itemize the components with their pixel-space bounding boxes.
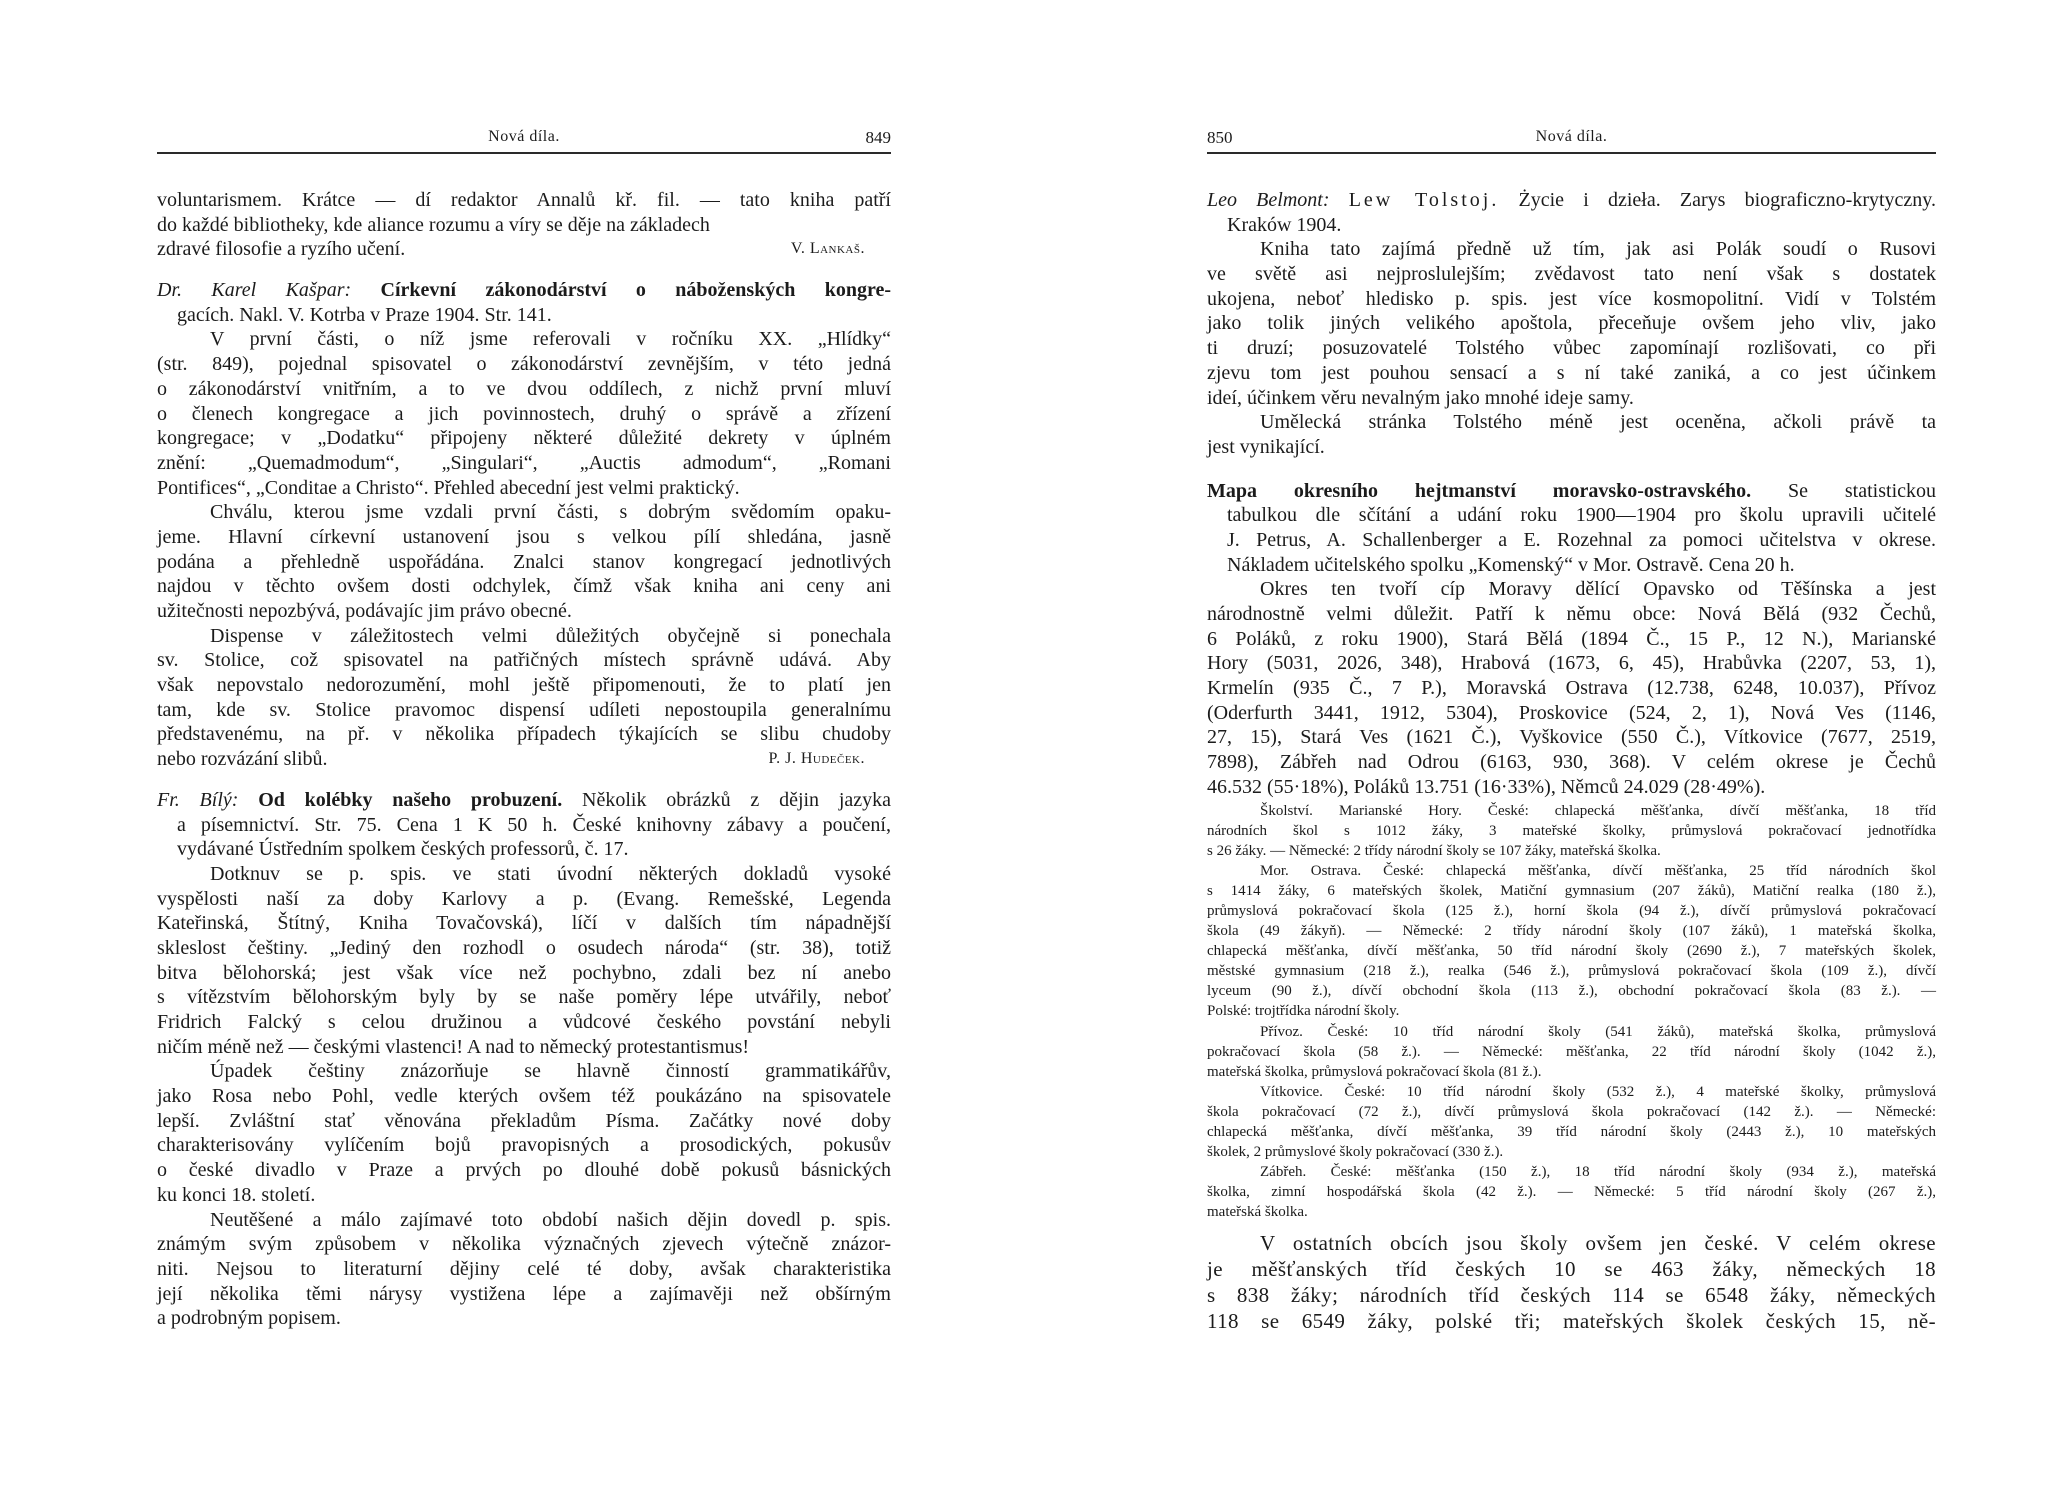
text-line: školek, 2 průmyslové školy pokračovací (330 ž.). [1207, 1144, 1504, 1161]
entry-heading-line [1207, 188, 1936, 213]
text-line: sv. Stolice, což spisovatel na patřičných místech správně udává. Aby [157, 649, 891, 672]
text-line: a podrobným popisem. [157, 1307, 341, 1330]
right-page [1207, 188, 1936, 1334]
text-line: Dotknuv se p. spis. ve stati úvodní některých dokladů vysoké [210, 862, 891, 885]
text-line: V první části, o níž jsme referovali v ročníku XX. „Hlídky“ [210, 328, 891, 351]
book-entry [1207, 479, 1936, 578]
text-line: Vítkovice. České: 10 tříd národní školy (532 ž.), 4 mateřské školky, průmyslová [1260, 1083, 1936, 1100]
page-number: 850 [1207, 128, 1233, 147]
entry-heading-line [157, 278, 891, 303]
text-line: o členech kongregace a jich povinnostech, druhý o správě a zřízení [157, 402, 891, 425]
text-line: národnostně velmi důležit. Patří k němu obce: Nová Bělá (932 Čechů, [1207, 603, 1936, 625]
text-line: Kniha tato zajímá předně už tím, jak asi Polák soudí o Rusovi [1260, 238, 1936, 261]
entry-subtitle: Několik obrázků z dějin jazyka [582, 788, 892, 811]
entry-details: Nákladem učitelského spolku „Komenský“ v Mor. Ostravě. Cena 20 h. [1227, 553, 1795, 576]
entry-details: gacích. Nakl. V. Kotrba v Praze 1904. Str. 141. [177, 303, 552, 326]
text-line: jako tolik jiných velikého apoštola, přeceňuje ovšem jeho vliv, jako [1207, 312, 1936, 335]
text-line-with-signature [157, 237, 891, 262]
text-line: 7898), Zábřeh nad Odrou (6163, 930, 368). V celém okrese je Čechů [1207, 751, 1936, 774]
text-line: niti. Nejsou to literaturní dějiny celé té doby, avšak charakteristika [157, 1257, 891, 1280]
text-line: o zákonodárství vnitřním, a to ve dvou oddílech, z nichž první mluví [157, 377, 891, 400]
text-line: ukojena, neboť hledisko p. spis. jest více kosmopolitní. Vidí v Tolstém [1207, 287, 1936, 310]
text-line: nebo rozvázání slibů. [157, 748, 328, 771]
paragraph [157, 624, 891, 747]
text-line: mateřská školka, průmyslová pokračovací škola (81 ž.). [1207, 1063, 1542, 1080]
text-line: 27, 15), Stará Ves (1621 Č.), Vyškovice (550 Č.), Vítkovice (7677, 2519, [1207, 726, 1936, 749]
running-title: Nová díla. [1535, 128, 1608, 145]
text-line: její několika těmi nárysy vystižena lépe a zajímavěji než obšírným [157, 1282, 891, 1305]
text-line: Dispense v záležitostech velmi důležitých obyčejně si ponechala [210, 624, 891, 647]
text-line: ideí, účinkem věru nevalným jako mnohé ideje samy. [1207, 386, 1634, 409]
entry-details: tabulkou dle sčítání a udání roku 1900—1904 pro školu upravili učitelé [1227, 504, 1936, 527]
paragraph [157, 1208, 891, 1331]
text-line-with-signature [157, 747, 891, 772]
running-head-left [157, 126, 891, 154]
small-paragraph [1207, 1082, 1936, 1162]
text-line: tam, kde sv. Stolice pravomoc dispensí udíleti nepostoupila generalnímu [157, 698, 891, 721]
text-line: je měšťanských tříd českých 10 se 463 žáky, německých 18 [1207, 1257, 1936, 1282]
text-line: s vítězstvím bělohorským byly by se naše poměry lépe utvářily, neboť [157, 986, 891, 1009]
entry-details: a písemnictví. Str. 75. Cena 1 K 50 h. České knihovny zábavy a poučení, [177, 813, 891, 836]
entry-title: Mapa okresního hejtmanství moravsko-ostravského. [1207, 479, 1752, 502]
text-line: Krmelín (935 Č., 7 P.), Moravská Ostrava (12.738, 6248, 10.037), Přívoz [1207, 677, 1936, 700]
text-line: škola pokračovací (72 ž.), dívčí průmyslová škola pokračovací (142 ž.). — Německé: [1207, 1103, 1936, 1120]
text-line: voluntarismem. Krátce — dí redaktor Annalů kř. fil. — tato kniha patří [157, 189, 891, 211]
text-line: ti druzí; posuzovatelé Tolstého vůbec zapomínají rozlišovati, co při [1207, 337, 1936, 360]
left-page [157, 188, 891, 1331]
text-line: zjevu tom jest pouhou sensací a s ní také zaniká, a co jest účinkem [1207, 361, 1936, 384]
text-line: V ostatních obcích jsou školy ovšem jen české. V celém okrese [1260, 1231, 1936, 1256]
paragraph [157, 862, 891, 1060]
text-line: charakterisovány vylíčením bojů pravopisných a prosodických, pokusův [157, 1134, 891, 1157]
running-head-right [1207, 126, 1936, 154]
text-line: podána a přehledně uspořádána. Znalci stanov kongregací jednotlivých [157, 550, 891, 573]
text-line: vyspělosti naší za doby Karlovy a p. (Evang. Remešské, Legenda [157, 887, 891, 910]
text-line: Úpadek češtiny znázorňuje se hlavně činností grammatikářův, [210, 1060, 891, 1083]
text-line: Pontifices“, „Conditae a Christo“. Přehled abecední jest velmi praktický. [157, 476, 740, 499]
text-line: bitva bělohorská; jest však více než pochybno, zdali bez ní anebo [157, 961, 891, 984]
text-line: (str. 849), pojednal spisovatel o zákonodárství zevnějším, v této jedná [157, 353, 891, 376]
entry-details: Kraków 1904. [1227, 213, 1342, 236]
entry-author: Dr. Karel Kašpar: [157, 279, 352, 302]
text-line: skleslost češtiny. „Jediný den rozhodl o osudech národa“ (str. 38), totiž [157, 936, 891, 959]
paragraph [1207, 1231, 1936, 1334]
text-line: zdravé filosofie a ryzího učení. [157, 238, 406, 261]
text-line: o české divadlo v Praze a prvých po dlouhé době pokusů básnických [157, 1159, 891, 1182]
text-line: pokračovací škola (58 ž.). — Německé: měšťanka, 22 tříd národní školy (1042 ž.), [1207, 1043, 1936, 1060]
text-line: kongregace; v „Dodatku“ připojeny některé důležité dekrety v úplném [157, 427, 891, 450]
page-number: 849 [865, 128, 891, 147]
text-line: národních škol s 1012 žáky, 3 mateřské školky, průmyslová pokračovací jednotřídka [1207, 822, 1936, 839]
text-line: městské gymnasium (218 ž.), realka (546 ž.), průmyslová pokračovací škola (109 ž.), dívčí [1207, 963, 1936, 980]
text-line: Kateřinská, Štítný, Kniha Tovačovská), líčí v dalších tím nápadnější [157, 912, 891, 935]
text-line: Fridrich Falcký s celou družinou a vůdcové českého povstání nebyli [157, 1011, 891, 1033]
text-line: známým svým způsobem v několika význačných zjevech výtečně znázor- [157, 1233, 891, 1256]
text-line: (Oderfurth 3441, 1912, 5304), Proskovice (524, 2, 1), Nová Ves (1146, [1207, 701, 1936, 724]
text-line: ku konci 18. století. [157, 1183, 316, 1206]
entry-subtitle: Se statistickou [1788, 479, 1937, 502]
text-line: užitečnosti nepozbývá, podávajíc jim právo obecné. [157, 600, 572, 622]
text-line: Mor. Ostrava. České: chlapecká měšťanka, dívčí měšťanka, 25 tříd národních škol [1260, 862, 1936, 879]
entry-title: Lew Tolstoj. [1348, 189, 1500, 211]
text-line: do každé bibliotheky, kde aliance rozumu a víry se děje na základech [157, 213, 710, 236]
small-paragraph [1207, 801, 1936, 861]
text-line: Přívoz. České: 10 tříd národní školy (541 žáků), mateřská školka, průmyslová [1260, 1023, 1936, 1040]
entry-heading-line [1207, 479, 1936, 504]
entry-title: Církevní zákonodárství o náboženských kongre- [380, 279, 892, 302]
text-line: však nepovstalo nedorozumění, mohl ještě připomenouti, že to platí jen [157, 674, 891, 697]
entry-details: J. Petrus, A. Schallenberger a E. Rozehnal za pomoci učitelstva v okrese. [1227, 528, 1936, 551]
book-entry [157, 788, 891, 862]
text-line: Zábřeh. České: měšťanka (150 ž.), 18 tříd národní školy (934 ž.), mateřská [1260, 1164, 1936, 1181]
reviewer-signature: P. J. Hudeček. [768, 750, 865, 768]
text-line: Neutěšené a málo zajímavé toto období našich dějin dovedl p. spis. [210, 1208, 891, 1231]
book-entry [157, 278, 891, 327]
small-paragraph [1207, 1162, 1936, 1222]
text-line: 46.532 (55·18%), Poláků 13.751 (16·33%), Němců 24.029 (28·49%). [1207, 775, 1766, 798]
text-line: najdou v těchto ovšem dosti odchylek, čímž však kniha ani ceny ani [157, 575, 891, 598]
entry-author: Fr. Bílý: [157, 788, 239, 811]
book-entry [1207, 188, 1936, 237]
text-line: znění: „Quemadmodum“, „Singulari“, „Auctis admodum“, „Romani [157, 451, 891, 474]
text-line: lepší. Zvláštní stať věnována překladům Písma. Začátky nové doby [157, 1109, 891, 1132]
text-line: Okres ten tvoří cíp Moravy dělící Opavsko od Těšínska a jest [1260, 578, 1936, 601]
text-line: s 838 žáky; národních tříd českých 114 se 6548 žáky, německých [1207, 1282, 1936, 1307]
text-line: jeme. Hlavní církevní ustanovení jsou s velkou pílí shledána, jasně [157, 525, 891, 548]
text-line: chlapecká měšťanka, dívčí měšťanka, 50 tříd národní školy (2690 ž.), 7 mateřských školek, [1207, 943, 1936, 960]
paragraph [1207, 577, 1936, 799]
paragraph [157, 1059, 891, 1207]
text-line: ve světě asi nejproslulejším; zvědavost tato není však s dostatek [1207, 263, 1936, 286]
text-line: 6 Poláků, z roku 1900), Stará Bělá (1894 Č., 15 P., 12 N.), Marianské [1207, 627, 1936, 650]
text-line: mateřská školka. [1207, 1204, 1308, 1221]
text-line: představenému, na př. v několika případech týkajících se slibu chudoby [157, 723, 891, 746]
paragraph [157, 327, 891, 500]
entry-subtitle: Życie i dzieła. Zarys biograficzno-krytyczny. [1518, 189, 1937, 211]
text-line: škola (49 žákyň). — Německé: 2 třídy národní školy (107 žáků), 1 mateřská školka, [1207, 923, 1936, 940]
text-line: 118 se 6549 žáky, polské tři; mateřských školek českých 15, ně- [1207, 1308, 1936, 1333]
text-line: s 1414 žáky, 6 mateřských školek, Matiční gymnasium (207 žáků), Matiční realka (180 ž.), [1207, 882, 1936, 899]
entry-author: Leo Belmont: [1207, 189, 1330, 211]
text-line: chlapecká měšťanka, dívčí měšťanka, 39 tříd národní školy (2443 ž.), 10 mateřských [1207, 1124, 1936, 1140]
text-line: Hory (5031, 2026, 348), Hrabová (1673, 6, 45), Hrabůvka (2207, 53, 1), [1207, 652, 1936, 675]
text-line: s 26 žáky. — Německé: 2 třídy národní školy se 107 žáky, mateřská školka. [1207, 842, 1661, 859]
small-paragraph [1207, 861, 1936, 1022]
text-line: Umělecká stránka Tolstého méně jest oceněna, ačkoli právě ta [1260, 411, 1936, 434]
paragraph [157, 188, 891, 237]
text-line: jako Rosa nebo Pohl, vedle kterých ovšem též poukázáno na spisovatele [157, 1085, 891, 1108]
entry-title: Od kolébky našeho probuzení. [258, 788, 563, 811]
small-paragraph [1207, 1022, 1936, 1082]
entry-details: vydávané Ústředním spolkem českých professorů, č. 17. [177, 838, 629, 861]
text-line: lyceum (90 ž.), dívčí obchodní škola (113 ž.), obchodní pokračovací škola (83 ž.). — [1207, 983, 1936, 1000]
text-line: Polské: trojtřídka národní školy. [1207, 1003, 1400, 1020]
entry-heading-line [157, 788, 891, 813]
text-line: ničím méně než — českými vlastenci! A nad to německý protestantismus! [157, 1035, 750, 1058]
reviewer-signature: V. Lankaš. [790, 240, 865, 258]
text-line: Chválu, kterou jsme vzdali první části, s dobrým svědomím opaku- [210, 501, 891, 524]
paragraph [1207, 410, 1936, 459]
text-line: školka, zimní hospodářská škola (42 ž.). — Německé: 5 tříd národní školy (267 ž.), [1207, 1184, 1936, 1201]
running-title: Nová díla. [488, 128, 560, 145]
text-line: jest vynikající. [1207, 435, 1325, 458]
paragraph [1207, 237, 1936, 410]
text-line: průmyslová pokračovací škola (125 ž.), horní škola (94 ž.), dívčí průmyslová pokračovací [1207, 902, 1936, 919]
text-line: Školství. Marianské Hory. České: chlapecká měšťanka, dívčí měšťanka, 18 tříd [1260, 802, 1936, 819]
paragraph [157, 500, 891, 623]
school-statistics [1207, 801, 1936, 1223]
